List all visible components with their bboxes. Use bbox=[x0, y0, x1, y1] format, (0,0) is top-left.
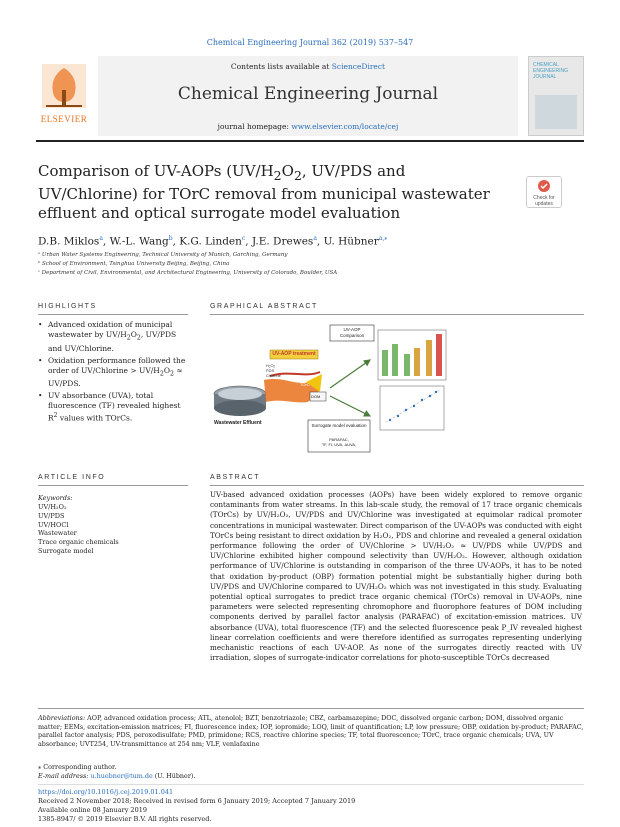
graphical-abstract-figure bbox=[210, 320, 450, 460]
divider bbox=[38, 314, 188, 315]
highlight-item: • Oxidation performance followed the order of UV/Chlorine > $UV/H_2O_2 \approx UV/PDS$. bbox=[38, 356, 186, 390]
copyright: 1385-8947/ © 2019 Elsevier B.V. All rights reserved. bbox=[38, 815, 212, 823]
divider bbox=[38, 708, 584, 709]
affiliation-b: ᵇ School of Environment, Tsinghua University Beijing, Beijing, China bbox=[38, 261, 230, 267]
highlight-item: • UV absorbance (UVA), total fluorescence (TF) revealed highest $R^2$ values with TOrCs. bbox=[38, 391, 186, 424]
email-link[interactable]: u.huebner@tum.de bbox=[90, 772, 153, 780]
divider bbox=[210, 314, 584, 315]
available-online: Available online 08 January 2019 bbox=[38, 806, 147, 814]
author-name[interactable]: U. Hübner bbox=[323, 235, 379, 248]
author-affiliation-marker[interactable]: c bbox=[241, 235, 246, 242]
journal-title: Chemical Engineering Journal bbox=[177, 84, 439, 104]
highlight-item: • Advanced oxidation of municipal wastewater by $UV/H_2O_2$, UV/PDS and UV/Chlorine. bbox=[38, 320, 186, 354]
keywords-label: Keywords: bbox=[38, 494, 73, 502]
keyword-item: Wastewater bbox=[38, 529, 77, 538]
comparison-label: UV-AOP Comparison bbox=[339, 327, 365, 338]
paper-title-text: Comparison of UV-AOPs ($UV/H_2O_2$, UV/PDS and UV/Chlorine) for TOrC removal from municipal wastewater effluent and optical surrogate model evaluation bbox=[38, 162, 490, 222]
author-affiliation-marker[interactable]: a,⁎ bbox=[378, 235, 388, 242]
check-for-updates-button[interactable]: Check for updates bbox=[526, 176, 562, 208]
contents-line: Contents lists available at ScienceDirect bbox=[230, 62, 386, 71]
abstract-heading: ABSTRACT bbox=[210, 474, 261, 481]
author-affiliation-marker[interactable]: a bbox=[313, 235, 317, 242]
keyword-item: UV/PDS bbox=[38, 511, 65, 520]
cover-title: CHEMICAL ENGINEERING JOURNAL bbox=[533, 62, 569, 80]
wastewater-label: Wastewater Effluent bbox=[214, 420, 262, 426]
surrogate-label: Surrogate model evaluation bbox=[311, 423, 367, 428]
journal-cover bbox=[528, 56, 584, 136]
affiliation-c: ᶜ Department of Civil, Environmental, and Architectural Engineering, University of Colorado, Boulder, USA bbox=[38, 270, 338, 276]
keywords-list bbox=[38, 503, 119, 556]
surrogate-detail: PARAFAC, TF, FI, UVA, ΔUVA, bbox=[321, 437, 357, 447]
divider bbox=[38, 485, 188, 486]
article-info-heading: ARTICLE INFO bbox=[38, 474, 106, 481]
journal-banner bbox=[98, 56, 518, 136]
journal-homepage: journal homepage: www.elsevier.com/locate/cej bbox=[217, 122, 399, 131]
doi-link[interactable]: https://doi.org/10.1016/j.cej.2019.01.041 bbox=[38, 788, 174, 796]
author-name[interactable]: K.G. Linden bbox=[179, 235, 242, 248]
keyword-item: UV/HOCl bbox=[38, 520, 69, 529]
author-name[interactable]: W.-L. Wang bbox=[109, 235, 169, 248]
article-history: Received 2 November 2018; Received in revised form 6 January 2019; Accepted 7 January 2019 bbox=[38, 797, 356, 805]
email-footnote: E-mail address: u.huebner@tum.de (U. Hübner). bbox=[38, 772, 196, 780]
check-updates-icon bbox=[537, 179, 551, 193]
journal-reference[interactable]: Chemical Engineering Journal 362 (2019) 537–547 bbox=[206, 38, 414, 47]
masthead bbox=[36, 56, 584, 142]
publisher-name: ELSEVIER bbox=[40, 114, 88, 124]
keyword-item: Surrogate model bbox=[38, 546, 94, 555]
homepage-link[interactable]: www.elsevier.com/locate/cej bbox=[291, 122, 399, 131]
highlights-heading: HIGHLIGHTS bbox=[38, 303, 97, 310]
keyword-item: UV/H₂O₂ bbox=[38, 503, 67, 511]
paper-title bbox=[38, 162, 508, 223]
author-affiliation-marker[interactable]: a bbox=[99, 235, 103, 242]
corresponding-author: ⁎ Corresponding author. bbox=[38, 763, 117, 771]
torc-label: TOrC bbox=[300, 382, 310, 387]
author-name[interactable]: J.E. Drewes bbox=[251, 235, 314, 248]
cover-image bbox=[535, 95, 577, 129]
uv-aop-label: UV-AOP treatment bbox=[272, 351, 316, 357]
abbreviations-footnote: Abbreviations: AOP, advanced oxidation process; ATL, atenolol; BZT, benzotriazole; CBZ, carbamazepine; DOC, dissolved organic carbon; DOM, dissolved organic matter; EEMs, excitation-emission matrices; FI, fluorescence index; IOP, iopromide; LOQ, limit of quantification; LP, low pressure; OBP, oxidation by-product; PARAFAC, parallel factor analysis; PDS, peroxodisulfate; PMD, primidone; RCS, reactive chlorine species; TF, total fluorescence; TOrC, trace organic chemicals; UVA, UV absorbance; UVT254, UV-transmittance at 254 nm; VLF, venlafaxine bbox=[38, 714, 584, 748]
divider bbox=[210, 485, 584, 486]
graphical-abstract-heading: GRAPHICAL ABSTRACT bbox=[210, 303, 318, 310]
author-name[interactable]: D.B. Miklos bbox=[38, 235, 100, 248]
oxidant-label: H₂O₂ PDS Chlorine bbox=[266, 363, 281, 378]
abstract-text: UV-based advanced oxidation processes (AOPs) have been widely explored to remove organic contaminants from water streams. In this lab-scale study, the removal of 17 trace organic chemicals (TOrCs) by UV/H₂O₂, UV/PDS and UV/Chlorine was investigated at equimolar radical promoter concentrations in municipal wastewater. Direct comparison of the UV-AOPs was conducted with eight TOrCs being resistant to direct oxidation by H₂O₂, PDS and chlorine and revealed a general oxidation performance following the order of UV/Chlorine > UV/H₂O₂ ≈ UV/PDS while UV/PDS and UV/Chlorine exhibited higher compound selectivity than UV/H₂O₂. However, although oxidation performance of UV/Chlorine is outstanding in comparison of the three UV-AOPs, it has to be noted that oxidation by-product (OBP) formation potential might be substantially higher during both UV/PDS and UV/Chlorine compared to UV/H₂O₂ which was not investigated in this study. Evaluating potential optical surrogates to predict trace organic chemical (TOrCs) removal in UV-AOPs, nine parameters were selected representing chromophore and fluorophore features of DOM including components derived by parallel factor analysis (PARAFAC) of excitation-emission matrices. UV absorbance (UVA), total fluorescence (TF) and the selected fluorescence peak P_IV revealed highest linear correlation coefficients and were therefore identified as surrogates representing underlying mechanistic reactions of each UV-AOP. As none of the surrogates directly reacted with UV irradiation, slopes of surrogate-indicator correlations for photo-susceptible TOrCs decreased bbox=[210, 490, 582, 663]
highlights-list bbox=[38, 320, 186, 426]
elsevier-logo bbox=[36, 60, 92, 134]
dom-label: DOM bbox=[311, 394, 321, 399]
author-list: D.B. Miklos$^a$, W.-L. Wang$^b$, K.G. Linden$^c$, J.E. Drewes$^a$, U. Hübner$^{a,⁎}$ bbox=[38, 235, 388, 248]
sciencedirect-link[interactable]: ScienceDirect bbox=[331, 62, 386, 71]
affiliation-a: ᵃ Urban Water Systems Engineering, Technical University of Munich, Garching, Germany bbox=[38, 252, 288, 258]
divider bbox=[38, 784, 584, 785]
author-affiliation-marker[interactable]: b bbox=[168, 235, 173, 242]
keyword-item: Trace organic chemicals bbox=[38, 538, 119, 547]
